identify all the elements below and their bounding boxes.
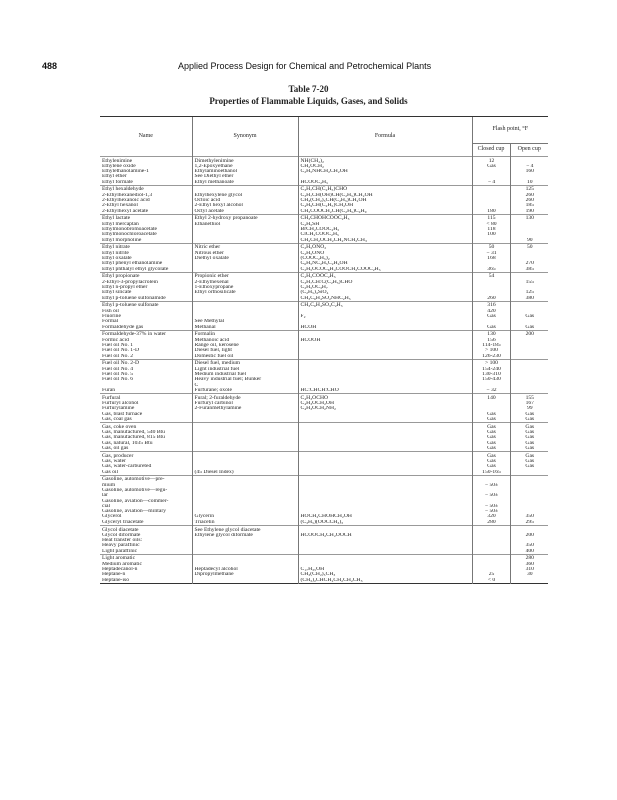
cell-synonym [192, 301, 298, 308]
cell-name: Glyceryl triacetate [102, 519, 144, 525]
cell-open-cup: 30 [510, 572, 548, 577]
cell-name: Fuel oil No. 2 [102, 353, 134, 359]
table-row [100, 214, 548, 221]
cell-name: Formic acid [102, 337, 129, 343]
cell-name: Fuel oil No. 5 [102, 371, 134, 377]
cell-open-cup: Gas [510, 446, 548, 452]
cell-synonym: Octoic acid [192, 198, 298, 203]
cell-formula: ClCH₂COOC₂H₅ [298, 232, 472, 237]
cell-name: Ethyl morpholine [102, 237, 142, 243]
cell-name: Gasoline, aviation—commer- [102, 498, 169, 504]
cell-closed-cup: < 80 [472, 222, 510, 227]
cell-synonym: Formalin [192, 330, 298, 337]
cell-open-cup: Gas [510, 452, 548, 459]
cell-name: Gas, blast furnace [102, 411, 143, 417]
table-row [100, 475, 548, 482]
cell-synonym: 1-Ethoxypropane [192, 285, 298, 290]
cell-formula [298, 452, 472, 459]
cell-synonym: Nitric ether [192, 243, 298, 250]
cell-name: Gas, coke oven [100, 423, 192, 430]
cell-name: Ethyl propionate [100, 272, 192, 279]
cell-synonym: Diethyl oxalate [192, 256, 298, 261]
cell-synonym: 2-Furanmethylamine [192, 406, 298, 411]
cell-formula: C₂H₅COOC₂H₅ [298, 272, 472, 279]
cell-open-cup: 50 [510, 243, 548, 250]
cell-closed-cup: Gas [472, 464, 510, 469]
cell-name: lar [102, 493, 108, 499]
cell-closed-cup: Gas [472, 452, 510, 459]
cell-closed-cup: 280 [472, 520, 510, 526]
cell-name: Glycerol [102, 514, 122, 520]
cell-formula: (C₃H₅)(OOCCH₃)₃ [298, 520, 472, 526]
cell-closed-cup: − 32 [472, 388, 510, 394]
cell-closed-cup: Gas [472, 325, 510, 331]
cell-synonym: Furfuryl carbinol [192, 401, 298, 406]
cell-open-cup [510, 301, 548, 308]
cell-formula: HC:CHCH:CHO [298, 388, 472, 394]
cell-open-cup [510, 475, 548, 482]
cell-closed-cup: − 50± [472, 509, 510, 514]
cell-name: Formaldehyde-37% in water [100, 330, 192, 337]
cell-closed-cup: 420 [472, 309, 510, 314]
cell-synonym: Ethyl orthosilicate [192, 290, 298, 295]
cell-synonym: Octyl acetate [192, 209, 298, 215]
cell-open-cup: 260 [510, 198, 548, 203]
cell-open-cup: 130 [510, 214, 548, 221]
cell-closed-cup: 180 [472, 209, 510, 215]
cell-open-cup: Gas [510, 430, 548, 435]
cell-open-cup: 185 [510, 203, 548, 208]
cell-name: Ethyl nitrate [100, 243, 192, 250]
cell-open-cup: 99 [510, 406, 548, 411]
table-row [100, 423, 548, 430]
cell-synonym: Ethylene glycol diformate [192, 533, 298, 538]
cell-open-cup: 385 [510, 267, 548, 273]
col-header-flash-point: Flash point, °F [472, 117, 548, 144]
col-header-closed-cup: Closed cup [472, 144, 510, 157]
cell-closed-cup: 365 [472, 267, 510, 273]
cell-synonym: See Methylal [192, 319, 298, 324]
cell-open-cup: 280 [510, 554, 548, 561]
cell-formula: C₂H₅OCOC₆H₄COOCH₂COOC₂H₅ [298, 267, 472, 273]
cell-open-cup: 350 [510, 543, 548, 548]
cell-closed-cup [472, 554, 510, 561]
cell-synonym: Fural; 2-furaldehyde [192, 394, 298, 401]
cell-synonym: Light industrial fuel [192, 367, 298, 372]
cell-synonym [192, 423, 298, 430]
cell-name: Ethyl p-toluene sulfonate [100, 301, 192, 308]
cell-closed-cup: Gas [472, 412, 510, 417]
cell-name: Gas, manufactured, 815 Btu [102, 435, 165, 441]
cell-open-cup [510, 272, 548, 279]
cell-name: Ethyl mercaptan [102, 221, 139, 227]
cell-open-cup: 200 [510, 330, 548, 337]
cell-closed-cup: 126-230 [472, 354, 510, 360]
cell-name: Ethyl oxalate [102, 256, 132, 262]
cell-synonym: 2-Ethyl hexyl alcohol [192, 203, 298, 208]
cell-closed-cup: 140 [472, 394, 510, 401]
cell-formula: C₁₇H₃₅OH [298, 567, 472, 572]
table-row [100, 157, 548, 164]
cell-name: Ethyl n-propyl ether [102, 285, 148, 291]
cell-formula [298, 554, 472, 561]
col-header-open-cup: Open cup [510, 144, 548, 157]
cell-name: Ethylethanolamine-1 [102, 169, 149, 175]
cell-name: cial [102, 503, 111, 509]
col-header-synonym: Synonym [192, 117, 298, 157]
cell-synonym: Dimethylenimine [192, 157, 298, 164]
cell-name: Ethyl formate [102, 179, 133, 185]
cell-synonym: Ethyl 2-hydroxy propanoate [192, 214, 298, 221]
cell-name: mium [102, 482, 116, 488]
cell-name: Gasoline, automotive—pre- [100, 475, 192, 482]
cell-formula: HOCH₂CHOHCH₂OH [298, 514, 472, 519]
cell-closed-cup: 114-185 [472, 343, 510, 348]
cell-synonym: Propionic ether [192, 272, 298, 279]
cell-closed-cup: 25 [472, 572, 510, 577]
cell-synonym: C [192, 383, 298, 388]
cell-open-cup: Gas [510, 417, 548, 423]
table-row [100, 526, 548, 533]
cell-formula: C₄H₃OCH₂NH₂ [298, 406, 472, 411]
cell-name: Ethyl phenyl ethanolamine [102, 261, 163, 267]
col-header-formula: Formula [298, 117, 472, 157]
cell-closed-cup: Gas [472, 430, 510, 435]
cell-open-cup: 125 [510, 185, 548, 192]
cell-closed-cup: 118 [472, 227, 510, 232]
cell-name: Furfurylamine [102, 406, 135, 412]
cell-open-cup: Gas [510, 412, 548, 417]
cell-synonym: Furfurane; oxole [192, 388, 298, 394]
cell-open-cup: 350 [510, 514, 548, 519]
cell-formula: HCOH [298, 325, 472, 331]
cell-formula: BrCH₂COOC₂H₅ [298, 227, 472, 232]
cell-open-cup: 190 [510, 209, 548, 215]
cell-name: 2-Ethylhexanediol-1,3 [102, 192, 153, 198]
cell-open-cup: 125 [510, 290, 548, 295]
cell-formula: CH₂CH₂OCH₂CH₂NCH₂CH₃ [298, 238, 472, 244]
cell-formula: CH₃COOCH₂CH(C₂H₅)C₄H₉ [298, 209, 472, 215]
cell-closed-cup: Gas [472, 441, 510, 446]
table-row [100, 301, 548, 308]
cell-formula: (CH₃)₂CHCH₂CH₂CH₂CH₃ [298, 578, 472, 584]
table-bottom-rule [100, 583, 548, 585]
cell-open-cup: 380 [510, 296, 548, 302]
cell-closed-cup: > 100 [472, 359, 510, 366]
cell-closed-cup: − 31 [472, 251, 510, 256]
cell-formula: NH(CH₂)₂ [298, 157, 472, 164]
cell-open-cup: Gas [510, 423, 548, 430]
cell-name: Ethylmonobromoacetate [102, 227, 157, 233]
cell-name: Ethylmonochloroacetate [102, 232, 157, 238]
cell-closed-cup: < 0 [472, 578, 510, 584]
cell-synonym: 1,2-Epoxyethane [192, 164, 298, 169]
cell-closed-cup [472, 475, 510, 482]
cell-name: Ethyl ether [102, 174, 127, 180]
table-row [100, 554, 548, 561]
cell-formula: (C₂H₅)₄SiO₄ [298, 290, 472, 295]
cell-open-cup: 360 [510, 562, 548, 567]
cell-synonym: Heptadecyl alcohol [192, 567, 298, 572]
cell-closed-cup: 150-430 [472, 377, 510, 382]
cell-formula: C₂H₅ONO₂ [298, 243, 472, 250]
cell-name: Medium aromatic [102, 561, 142, 567]
cell-name: Glycol diacetate [100, 526, 192, 533]
cell-open-cup: Gas [510, 314, 548, 319]
cell-open-cup: 167 [510, 401, 548, 406]
cell-open-cup: 155 [510, 280, 548, 285]
cell-closed-cup: 320 [472, 514, 510, 519]
cell-name: Gasoline, automotive—regu- [102, 487, 168, 493]
cell-closed-cup: 150-165 [472, 470, 510, 476]
cell-synonym: Medium industrial fuel [192, 372, 298, 377]
cell-formula: CH₃C₆H₄SO₃C₂H₅ [298, 301, 472, 308]
cell-formula: HCOOC₂H₅ [298, 180, 472, 186]
cell-closed-cup: 316 [472, 301, 510, 308]
cell-synonym: Dipropylmethane [192, 572, 298, 577]
cell-synonym: Ethylhexylene glycol [192, 193, 298, 198]
cell-closed-cup: − 50± [472, 493, 510, 498]
cell-formula: C₂H₅ONO [298, 251, 472, 256]
table-row [100, 272, 548, 279]
cell-name: Fuel oil No. 2-D [100, 359, 192, 366]
cell-open-cup: Gas [510, 464, 548, 469]
cell-name: Gas, manufactured, 540 Btu [102, 429, 165, 435]
cell-name: Fuel oil No. 4 [102, 366, 134, 372]
cell-name: Ethyl lactate [100, 214, 192, 221]
cell-name: Heavy paraffinic [102, 543, 140, 549]
cell-open-cup: 270 [510, 261, 548, 266]
cell-open-cup: Gas [510, 325, 548, 331]
cell-synonym: Diesel fuel, light [192, 348, 298, 353]
cell-closed-cup: 154-240 [472, 367, 510, 372]
cell-name: Fish oil [102, 308, 119, 314]
cell-name: Ethyl p-toluene sulfonamide [102, 295, 166, 301]
cell-open-cup: 10 [510, 180, 548, 186]
cell-open-cup: − 4 [510, 164, 548, 169]
table-title: Table 7-20 [288, 84, 329, 94]
cell-formula: CH₃CHOHCOOC₂H₅ [298, 214, 472, 221]
cell-formula: (COOC₂H₅)₂ [298, 256, 472, 261]
cell-open-cup [510, 526, 548, 533]
cell-closed-cup [472, 185, 510, 192]
cell-open-cup: 200 [510, 533, 548, 538]
cell-formula: CH₃C₆H₄SO₂NHC₂H₅ [298, 296, 472, 302]
cell-formula: C₂H₅NHCH₂CH₂OH [298, 169, 472, 174]
cell-name: Ethyl nitrite [102, 250, 129, 256]
cell-synonym: (45 Diesel Index) [192, 470, 298, 476]
cell-closed-cup [472, 526, 510, 533]
cell-name: Fluorine [102, 314, 121, 320]
cell-open-cup: 155 [510, 394, 548, 401]
cell-open-cup [510, 157, 548, 164]
cell-name: Fuel oil No. 6 [102, 377, 134, 383]
cell-open-cup: Gas [510, 435, 548, 440]
cell-synonym: Diesel fuel, medium [192, 359, 298, 366]
cell-closed-cup: 100 [472, 232, 510, 237]
cell-closed-cup: 115 [472, 214, 510, 221]
cell-formula [298, 330, 472, 337]
book-title: Applied Process Design for Chemical and Petrochemical Plants [178, 61, 432, 71]
cell-synonym: Triacetin [192, 520, 298, 526]
flammable-properties-table [100, 116, 548, 585]
table-row [100, 330, 548, 337]
cell-formula: C₆H₅NC₂H₅C₂H₄OH [298, 261, 472, 266]
cell-synonym: Nitrous ether [192, 251, 298, 256]
cell-synonym [192, 185, 298, 192]
cell-open-cup [510, 359, 548, 366]
cell-synonym: Methanoic acid [192, 338, 298, 343]
cell-name: Formaldehyde gas [102, 324, 144, 330]
cell-synonym: See Ethylene glycol diacetate [192, 526, 298, 533]
cell-name: 2-Ethylhexanoic acid [102, 198, 150, 204]
cell-name: Ethyl silicate [102, 290, 132, 296]
cell-formula: C₄H₉CH(C₂H₅)CH₂OH [298, 203, 472, 208]
cell-name: Furan [102, 387, 116, 393]
cell-formula [298, 526, 472, 533]
col-header-name: Name [100, 117, 192, 157]
cell-formula: CH₃(CH₂)₅CH₃ [298, 572, 472, 577]
cell-name: Fuel oil No. 1 [102, 343, 134, 348]
cell-synonym: 2-Ethylhexenal [192, 280, 298, 285]
cell-closed-cup: 130 [472, 330, 510, 337]
cell-name: Ethyl hexaldehyde [100, 185, 192, 192]
cell-formula [298, 475, 472, 482]
cell-synonym [192, 475, 298, 482]
cell-formula: C₂H₅OC₃H₇ [298, 285, 472, 290]
cell-name: Gas oil [102, 469, 119, 475]
cell-open-cup: 295 [510, 520, 548, 526]
cell-synonym: Range oil, kerosene [192, 343, 298, 348]
cell-open-cup: Gas [510, 459, 548, 464]
cell-closed-cup: Gas [472, 446, 510, 452]
cell-formula [298, 423, 472, 430]
cell-closed-cup: 260 [472, 296, 510, 302]
cell-name: Gas, water [102, 458, 126, 464]
cell-formula: CH₃(CH₂)₃CH(C₂H₅)CH₂OH [298, 198, 472, 203]
cell-synonym: Methanal [192, 325, 298, 331]
cell-closed-cup: 12 [472, 157, 510, 164]
table-row [100, 394, 548, 401]
cell-name: Heptane-iso [102, 577, 130, 583]
table-body [100, 157, 548, 584]
cell-formula: C₃H₇CH(OH)CH(C₂H₅)CH₂OH [298, 193, 472, 198]
cell-name: Heat transfer oils: [102, 538, 143, 544]
cell-formula: F₂ [298, 314, 472, 319]
cell-name: Heptane-n [102, 572, 126, 578]
cell-synonym: Ethyl methanoate [192, 180, 298, 186]
cell-open-cup: 310 [510, 567, 548, 572]
cell-closed-cup: − 4 [472, 180, 510, 186]
cell-name: Gasoline, aviation—military [102, 509, 167, 515]
cell-formula [298, 359, 472, 366]
cell-name: Fuel oil No. 1-D [102, 348, 139, 354]
cell-name: Heptadecanol-n [102, 567, 138, 573]
cell-closed-cup: Gas [472, 417, 510, 423]
cell-closed-cup: 156 [472, 338, 510, 343]
cell-closed-cup: 50 [472, 243, 510, 250]
cell-name: Ethylene oxide [102, 163, 136, 169]
cell-name: Glycol diformate [102, 532, 141, 538]
cell-synonym: See Diethyl ether [192, 174, 298, 179]
table-subtitle: Properties of Flammable Liquids, Gases, and Solids [209, 96, 408, 106]
page-header [42, 61, 575, 75]
table-row [100, 452, 548, 459]
cell-name: Ethylenimine [100, 157, 192, 164]
cell-closed-cup: − 50± [472, 504, 510, 509]
cell-open-cup: 400 [510, 549, 548, 555]
cell-name: Gas, oil gas [102, 445, 129, 451]
cell-closed-cup: 168 [472, 256, 510, 261]
cell-synonym [192, 554, 298, 561]
cell-formula: C₃H₇CH(C₂H₅)CHO [298, 185, 472, 192]
cell-closed-cup: 130-310 [472, 372, 510, 377]
cell-synonym: Ethylaminoethanol [192, 169, 298, 174]
table-row [100, 185, 548, 192]
cell-open-cup: 160 [510, 169, 548, 174]
cell-name: Light aromatic [100, 554, 192, 561]
cell-name: Gas, water-carbureted [102, 464, 152, 470]
cell-closed-cup: Gas [472, 459, 510, 464]
cell-name: Formal [102, 319, 119, 325]
cell-name: Ethyl phthalyl ethyl glycolate [102, 266, 169, 272]
cell-synonym: Domestic fuel oil [192, 354, 298, 360]
cell-open-cup: 260 [510, 193, 548, 198]
cell-name: Gas, natural, 1035 Btu [102, 440, 153, 446]
cell-synonym: Ethanethiol [192, 222, 298, 227]
cell-closed-cup: Gas [472, 435, 510, 440]
cell-closed-cup: 54 [472, 272, 510, 279]
cell-formula: C₂H₅SH [298, 222, 472, 227]
cell-formula: C₄H₃OCH₂OH [298, 401, 472, 406]
cell-formula: HCOOH [298, 338, 472, 343]
cell-name: Gas, coal gas [102, 416, 132, 422]
cell-closed-cup: Gas [472, 423, 510, 430]
cell-synonym: Heavy industrial fuel; Bunker [192, 377, 298, 382]
cell-synonym [192, 452, 298, 459]
cell-formula: HCOOCH₂CH₂OOCH [298, 533, 472, 538]
cell-name: Furfural [100, 394, 192, 401]
cell-synonym: Glycerin [192, 514, 298, 519]
cell-name: Light paraffinic [102, 548, 138, 554]
cell-open-cup: 90 [510, 238, 548, 244]
cell-formula: CH₂OCH₂ [298, 164, 472, 169]
page-number: 488 [42, 61, 58, 71]
cell-closed-cup: Gas [472, 164, 510, 169]
cell-name: Gas, producer [100, 452, 192, 459]
cell-formula: C₄H₃OCHO [298, 394, 472, 401]
cell-closed-cup: > 100 [472, 348, 510, 353]
cell-formula: C₃H₇CH:C(C₂H₅)CHO [298, 280, 472, 285]
cell-name: 2-Ethylhexyl acetate [102, 208, 149, 214]
cell-name: 2-Ethyl-3-propylacrolein [102, 279, 158, 285]
cell-closed-cup: − 50± [472, 483, 510, 488]
table-row [100, 359, 548, 366]
cell-name: Furfuryl alcohol [102, 400, 139, 406]
cell-name: 2-Ethyl hexanol [102, 203, 138, 209]
table-row [100, 243, 548, 250]
cell-open-cup: Gas [510, 441, 548, 446]
cell-closed-cup: Gas [472, 314, 510, 319]
